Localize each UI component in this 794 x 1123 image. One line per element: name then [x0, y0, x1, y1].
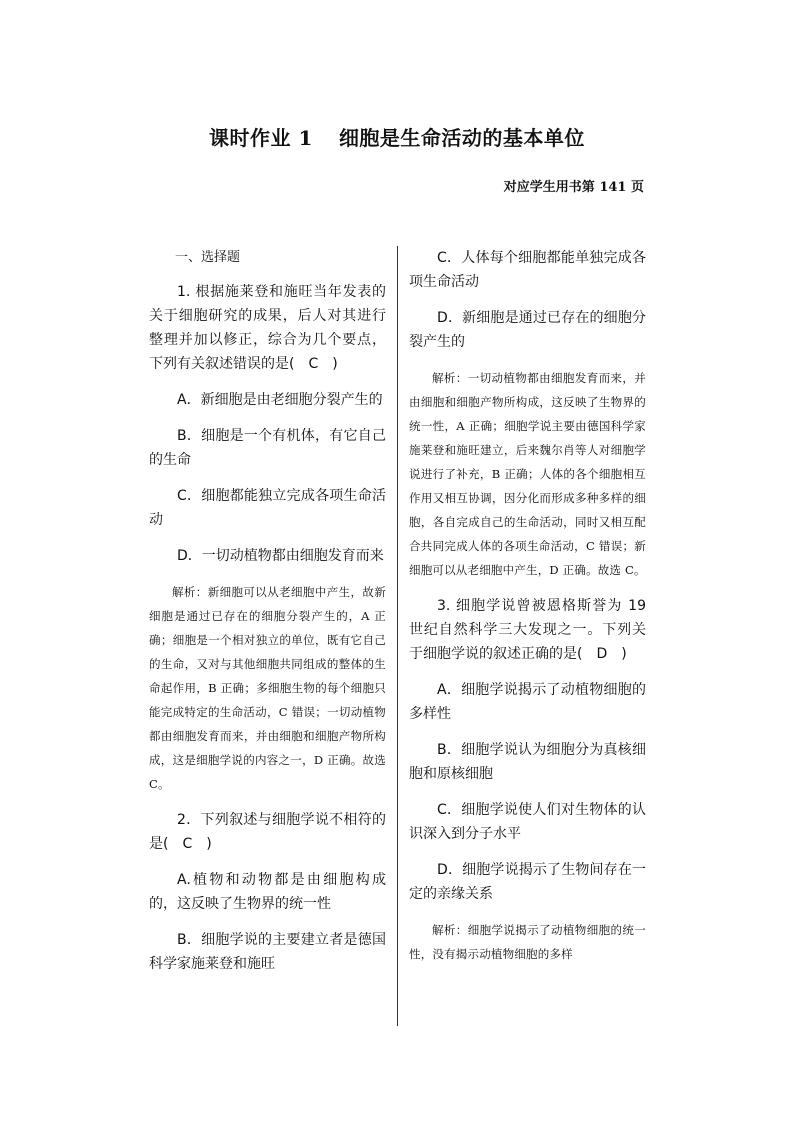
question-3-option-b: B．细胞学说认为细胞分为真核细胞和原核细胞 — [409, 742, 646, 782]
question-2-option-b: B．细胞学说的主要建立者是德国科学家施莱登和施旺 — [149, 932, 386, 972]
question-2-stem: 2．下列叙述与细胞学说不相符的是( C ) — [149, 812, 386, 852]
question-3-option-a: A．细胞学说揭示了动植物细胞的多样性 — [409, 682, 646, 722]
question-2-analysis: 解析：一切动植物都由细胞发育而来，并由细胞和细胞产物所构成，这反映了生物界的统一性，A 正确；细胞学说主要由德国科学家施莱登和施旺建立，后来魏尔肖等人对细胞学说进行了补充，B 正确；人体的各个细胞相互作用又相互协调，因分化而形成多种多样的细胞，各自完成自己的生命活动，同时又相互配合共同完成人体的各项生命活动，C 错误；新细胞可以从老细胞中产生，D 正确。故选 C。 — [409, 371, 646, 577]
column-divider — [397, 246, 398, 1026]
question-1-analysis: 解析：新细胞可以从老细胞中产生，故新细胞是通过已存在的细胞分裂产生的，A 正确；细胞是一个相对独立的单位，既有它自己的生命，又对与其他细胞共同组成的整体的生命起作用，B 正确；多细胞生物的每个细胞只能完成特定的生命活动，C 错误；一切动植物都由细胞发育而来，并由细胞和细胞产物所构成，这是细胞学说的内容之一，D 正确。故选 C。 — [149, 585, 386, 791]
question-1-option-a: A．新细胞是由老细胞分裂产生的 — [177, 392, 383, 408]
question-1-option-c: C．细胞都能独立完成各项生命活动 — [149, 488, 386, 528]
page-reference: 对应学生用书第 141 页 — [503, 180, 644, 195]
question-3-analysis: 解析：细胞学说揭示了动植物细胞的统一性，没有揭示动植物细胞的多样 — [409, 923, 646, 961]
question-3-option-d: D．细胞学说揭示了生物间存在一定的亲缘关系 — [409, 862, 646, 902]
question-2-option-a: A.植物和动物都是由细胞构成的，这反映了生物界的统一性 — [149, 872, 386, 912]
question-1-option-d: D．一切动植物都由细胞发育而来 — [177, 548, 384, 564]
question-3-stem: 3. 细胞学说曾被恩格斯誉为 19 世纪自然科学三大发现之一。下列关于细胞学说的叙述正确的是( D ) — [409, 598, 646, 662]
question-3-option-c: C．细胞学说使人们对生物体的认识深入到分子水平 — [409, 802, 646, 842]
question-1-option-b: B．细胞是一个有机体，有它自己的生命 — [149, 428, 386, 468]
title-main: 细胞是生命活动的基本单位 — [338, 126, 585, 150]
question-2-option-d: D．新细胞是通过已存在的细胞分裂产生的 — [409, 310, 646, 350]
page-title — [0, 122, 794, 151]
right-column — [409, 246, 646, 972]
question-2-option-c: C．人体每个细胞都能单独完成各项生命活动 — [409, 250, 646, 290]
title-prefix: 课时作业 1 — [209, 126, 313, 150]
question-1-stem: 1. 根据施莱登和施旺当年发表的关于细胞研究的成果，后人对其进行整理并加以修正，综合为几个要点，下列有关叙述错误的是( C ) — [149, 284, 386, 372]
section-heading: 一、选择题 — [175, 250, 241, 265]
left-column — [149, 246, 386, 988]
